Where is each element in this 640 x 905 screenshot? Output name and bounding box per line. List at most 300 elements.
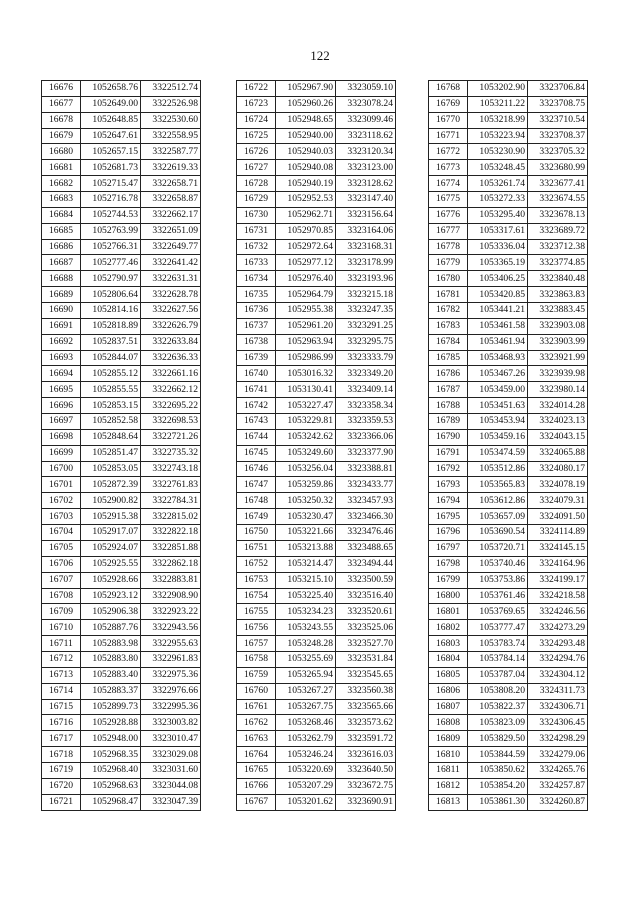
table-row: [429, 192, 588, 208]
point-id-cell: 16768: [429, 81, 468, 97]
x-coordinate-cell: 1053854.20: [468, 778, 528, 794]
table-row: [429, 287, 588, 303]
point-id-cell: 16694: [42, 366, 81, 382]
point-id-cell: 16754: [237, 588, 276, 604]
table-row: [429, 207, 588, 223]
y-coordinate-cell: 3324164.96: [528, 556, 588, 572]
x-coordinate-cell: 1053822.37: [468, 699, 528, 715]
x-coordinate-cell: 1053130.41: [276, 382, 336, 398]
x-coordinate-cell: 1052852.58: [81, 414, 141, 430]
y-coordinate-cell: 3323520.61: [336, 604, 396, 620]
table-row: [237, 651, 396, 667]
table-row: [237, 620, 396, 636]
x-coordinate-cell: 1053265.94: [276, 667, 336, 683]
point-id-cell: 16684: [42, 207, 81, 223]
x-coordinate-cell: 1052962.71: [276, 207, 336, 223]
x-coordinate-cell: 1052968.40: [81, 762, 141, 778]
y-coordinate-cell: 3323674.55: [528, 192, 588, 208]
x-coordinate-cell: 1052940.03: [276, 144, 336, 160]
x-coordinate-cell: 1053230.90: [468, 144, 528, 160]
table-row: [429, 112, 588, 128]
point-id-cell: 16729: [237, 192, 276, 208]
point-id-cell: 16724: [237, 112, 276, 128]
table-row: [237, 144, 396, 160]
x-coordinate-cell: 1053740.46: [468, 556, 528, 572]
table-row: [42, 287, 201, 303]
x-coordinate-cell: 1053234.23: [276, 604, 336, 620]
point-id-cell: 16788: [429, 398, 468, 414]
y-coordinate-cell: 3322636.33: [141, 350, 201, 366]
x-coordinate-cell: 1053844.59: [468, 747, 528, 763]
table-row: [42, 778, 201, 794]
table-row: [42, 731, 201, 747]
x-coordinate-cell: 1053262.79: [276, 731, 336, 747]
point-id-cell: 16777: [429, 223, 468, 239]
point-id-cell: 16705: [42, 540, 81, 556]
y-coordinate-cell: 3323358.34: [336, 398, 396, 414]
table-row: [429, 540, 588, 556]
y-coordinate-cell: 3323466.30: [336, 509, 396, 525]
x-coordinate-cell: 1052681.73: [81, 160, 141, 176]
y-coordinate-cell: 3323295.75: [336, 334, 396, 350]
table-row: [42, 128, 201, 144]
y-coordinate-cell: 3323433.77: [336, 477, 396, 493]
point-id-cell: 16756: [237, 620, 276, 636]
point-id-cell: 16784: [429, 334, 468, 350]
y-coordinate-cell: 3323291.25: [336, 318, 396, 334]
x-coordinate-cell: 1052940.00: [276, 128, 336, 144]
point-id-cell: 16732: [237, 239, 276, 255]
x-coordinate-cell: 1053016.32: [276, 366, 336, 382]
x-coordinate-cell: 1053242.62: [276, 429, 336, 445]
table-row: [237, 366, 396, 382]
table-row: [237, 96, 396, 112]
point-id-cell: 16747: [237, 477, 276, 493]
point-id-cell: 16751: [237, 540, 276, 556]
x-coordinate-cell: 1052883.80: [81, 651, 141, 667]
table-row: [42, 556, 201, 572]
x-coordinate-cell: 1053657.09: [468, 509, 528, 525]
y-coordinate-cell: 3324293.48: [528, 636, 588, 652]
point-id-cell: 16677: [42, 96, 81, 112]
point-id-cell: 16739: [237, 350, 276, 366]
y-coordinate-cell: 3324065.88: [528, 445, 588, 461]
table-row: [42, 604, 201, 620]
point-id-cell: 16811: [429, 762, 468, 778]
table-row: [429, 398, 588, 414]
table-row: [42, 477, 201, 493]
x-coordinate-cell: 1053246.24: [276, 747, 336, 763]
x-coordinate-cell: 1053250.32: [276, 493, 336, 509]
table-row: [237, 493, 396, 509]
table-row: [429, 461, 588, 477]
point-id-cell: 16782: [429, 303, 468, 319]
y-coordinate-cell: 3323120.34: [336, 144, 396, 160]
point-id-cell: 16812: [429, 778, 468, 794]
point-id-cell: 16723: [237, 96, 276, 112]
y-coordinate-cell: 3323573.62: [336, 715, 396, 731]
x-coordinate-cell: 1052924.07: [81, 540, 141, 556]
table-row: [237, 414, 396, 430]
x-coordinate-cell: 1053753.86: [468, 572, 528, 588]
x-coordinate-cell: 1053565.83: [468, 477, 528, 493]
y-coordinate-cell: 3323215.18: [336, 287, 396, 303]
y-coordinate-cell: 3322695.22: [141, 398, 201, 414]
table-row: [429, 620, 588, 636]
y-coordinate-cell: 3322626.79: [141, 318, 201, 334]
table-row: [42, 334, 201, 350]
x-coordinate-cell: 1052948.00: [81, 731, 141, 747]
point-id-cell: 16781: [429, 287, 468, 303]
table-row: [237, 382, 396, 398]
x-coordinate-cell: 1053441.21: [468, 303, 528, 319]
point-id-cell: 16802: [429, 620, 468, 636]
point-id-cell: 16715: [42, 699, 81, 715]
x-coordinate-cell: 1052853.05: [81, 461, 141, 477]
y-coordinate-cell: 3322923.22: [141, 604, 201, 620]
y-coordinate-cell: 3322641.42: [141, 255, 201, 271]
table-row: [42, 699, 201, 715]
y-coordinate-cell: 3324298.29: [528, 731, 588, 747]
table-row: [42, 572, 201, 588]
table-row: [237, 731, 396, 747]
y-coordinate-cell: 3324014.28: [528, 398, 588, 414]
table-row: [237, 683, 396, 699]
y-coordinate-cell: 3322512.74: [141, 81, 201, 97]
y-coordinate-cell: 3323531.84: [336, 651, 396, 667]
table-row: [237, 303, 396, 319]
x-coordinate-cell: 1053223.94: [468, 128, 528, 144]
point-id-cell: 16776: [429, 207, 468, 223]
point-id-cell: 16711: [42, 636, 81, 652]
x-coordinate-cell: 1053248.28: [276, 636, 336, 652]
x-coordinate-cell: 1053761.46: [468, 588, 528, 604]
y-coordinate-cell: 3322631.31: [141, 271, 201, 287]
y-coordinate-cell: 3323903.99: [528, 334, 588, 350]
y-coordinate-cell: 3323494.44: [336, 556, 396, 572]
y-coordinate-cell: 3323840.48: [528, 271, 588, 287]
x-coordinate-cell: 1053453.94: [468, 414, 528, 430]
point-id-cell: 16741: [237, 382, 276, 398]
table-row: [42, 747, 201, 763]
x-coordinate-cell: 1052837.51: [81, 334, 141, 350]
page-number: 122: [310, 48, 330, 63]
table-row: [42, 509, 201, 525]
y-coordinate-cell: 3323706.84: [528, 81, 588, 97]
point-id-cell: 16720: [42, 778, 81, 794]
point-id-cell: 16758: [237, 651, 276, 667]
table-row: [237, 207, 396, 223]
point-id-cell: 16767: [237, 794, 276, 810]
point-id-cell: 16762: [237, 715, 276, 731]
y-coordinate-cell: 3323029.08: [141, 747, 201, 763]
table-row: [237, 588, 396, 604]
x-coordinate-cell: 1052647.61: [81, 128, 141, 144]
point-id-cell: 16785: [429, 350, 468, 366]
y-coordinate-cell: 3323156.64: [336, 207, 396, 223]
y-coordinate-cell: 3323680.99: [528, 160, 588, 176]
point-id-cell: 16718: [42, 747, 81, 763]
point-id-cell: 16713: [42, 667, 81, 683]
y-coordinate-cell: 3324304.12: [528, 667, 588, 683]
y-coordinate-cell: 3323710.54: [528, 112, 588, 128]
y-coordinate-cell: 3322633.84: [141, 334, 201, 350]
x-coordinate-cell: 1053268.46: [276, 715, 336, 731]
point-id-cell: 16709: [42, 604, 81, 620]
y-coordinate-cell: 3323409.14: [336, 382, 396, 398]
table-row: [429, 636, 588, 652]
table-row: [429, 715, 588, 731]
point-id-cell: 16685: [42, 223, 81, 239]
x-coordinate-cell: 1052970.85: [276, 223, 336, 239]
x-coordinate-cell: 1053769.65: [468, 604, 528, 620]
point-id-cell: 16693: [42, 350, 81, 366]
y-coordinate-cell: 3324306.71: [528, 699, 588, 715]
x-coordinate-cell: 1053229.81: [276, 414, 336, 430]
y-coordinate-cell: 3322943.56: [141, 620, 201, 636]
table-row: [429, 572, 588, 588]
y-coordinate-cell: 3323980.14: [528, 382, 588, 398]
table-row: [42, 398, 201, 414]
y-coordinate-cell: 3324273.29: [528, 620, 588, 636]
y-coordinate-cell: 3323690.91: [336, 794, 396, 810]
coordinate-table-3: [428, 80, 588, 811]
x-coordinate-cell: 1053211.22: [468, 96, 528, 112]
y-coordinate-cell: 3322698.53: [141, 414, 201, 430]
x-coordinate-cell: 1052744.53: [81, 207, 141, 223]
table-row: [42, 81, 201, 97]
table-row: [237, 477, 396, 493]
y-coordinate-cell: 3322961.83: [141, 651, 201, 667]
y-coordinate-cell: 3323677.41: [528, 176, 588, 192]
x-coordinate-cell: 1053783.74: [468, 636, 528, 652]
point-id-cell: 16752: [237, 556, 276, 572]
table-row: [42, 366, 201, 382]
x-coordinate-cell: 1052968.35: [81, 747, 141, 763]
x-coordinate-cell: 1052883.40: [81, 667, 141, 683]
point-id-cell: 16761: [237, 699, 276, 715]
point-id-cell: 16773: [429, 160, 468, 176]
point-id-cell: 16769: [429, 96, 468, 112]
x-coordinate-cell: 1052814.16: [81, 303, 141, 319]
table-row: [237, 112, 396, 128]
x-coordinate-cell: 1053461.94: [468, 334, 528, 350]
point-id-cell: 16742: [237, 398, 276, 414]
y-coordinate-cell: 3323178.99: [336, 255, 396, 271]
y-coordinate-cell: 3323883.45: [528, 303, 588, 319]
y-coordinate-cell: 3322976.66: [141, 683, 201, 699]
table-row: [237, 556, 396, 572]
y-coordinate-cell: 3322662.17: [141, 207, 201, 223]
table-row: [429, 747, 588, 763]
y-coordinate-cell: 3323377.90: [336, 445, 396, 461]
y-coordinate-cell: 3322628.78: [141, 287, 201, 303]
coordinate-table-1: [41, 80, 201, 811]
table-row: [42, 112, 201, 128]
x-coordinate-cell: 1052763.99: [81, 223, 141, 239]
point-id-cell: 16714: [42, 683, 81, 699]
point-id-cell: 16795: [429, 509, 468, 525]
y-coordinate-cell: 3323921.99: [528, 350, 588, 366]
x-coordinate-cell: 1053420.85: [468, 287, 528, 303]
point-id-cell: 16790: [429, 429, 468, 445]
table-row: [237, 255, 396, 271]
y-coordinate-cell: 3322784.31: [141, 493, 201, 509]
x-coordinate-cell: 1052777.46: [81, 255, 141, 271]
y-coordinate-cell: 3323689.72: [528, 223, 588, 239]
x-coordinate-cell: 1052928.66: [81, 572, 141, 588]
table-row: [237, 429, 396, 445]
point-id-cell: 16680: [42, 144, 81, 160]
x-coordinate-cell: 1052963.94: [276, 334, 336, 350]
y-coordinate-cell: 3323010.47: [141, 731, 201, 747]
y-coordinate-cell: 3323123.00: [336, 160, 396, 176]
table-row: [42, 445, 201, 461]
point-id-cell: 16696: [42, 398, 81, 414]
point-id-cell: 16808: [429, 715, 468, 731]
table-row: [237, 778, 396, 794]
table-row: [429, 445, 588, 461]
point-id-cell: 16789: [429, 414, 468, 430]
table-row: [237, 318, 396, 334]
y-coordinate-cell: 3323863.83: [528, 287, 588, 303]
point-id-cell: 16719: [42, 762, 81, 778]
y-coordinate-cell: 3322619.33: [141, 160, 201, 176]
y-coordinate-cell: 3324279.06: [528, 747, 588, 763]
table-row: [429, 255, 588, 271]
point-id-cell: 16794: [429, 493, 468, 509]
y-coordinate-cell: 3323939.98: [528, 366, 588, 382]
y-coordinate-cell: 3323118.62: [336, 128, 396, 144]
table-row: [429, 429, 588, 445]
table-row: [237, 540, 396, 556]
x-coordinate-cell: 1053459.00: [468, 382, 528, 398]
x-coordinate-cell: 1052658.76: [81, 81, 141, 97]
point-id-cell: 16702: [42, 493, 81, 509]
y-coordinate-cell: 3323078.24: [336, 96, 396, 112]
point-id-cell: 16728: [237, 176, 276, 192]
x-coordinate-cell: 1052715.47: [81, 176, 141, 192]
table-row: [429, 731, 588, 747]
table-row: [42, 762, 201, 778]
point-id-cell: 16708: [42, 588, 81, 604]
point-id-cell: 16757: [237, 636, 276, 652]
point-id-cell: 16692: [42, 334, 81, 350]
table-row: [237, 128, 396, 144]
y-coordinate-cell: 3323349.20: [336, 366, 396, 382]
table-row: [42, 683, 201, 699]
table-row: [237, 223, 396, 239]
y-coordinate-cell: 3323047.39: [141, 794, 201, 810]
y-coordinate-cell: 3322761.83: [141, 477, 201, 493]
y-coordinate-cell: 3323708.37: [528, 128, 588, 144]
point-id-cell: 16738: [237, 334, 276, 350]
point-id-cell: 16806: [429, 683, 468, 699]
point-id-cell: 16688: [42, 271, 81, 287]
x-coordinate-cell: 1052766.31: [81, 239, 141, 255]
point-id-cell: 16807: [429, 699, 468, 715]
x-coordinate-cell: 1053829.50: [468, 731, 528, 747]
table-row: [429, 477, 588, 493]
y-coordinate-cell: 3324260.87: [528, 794, 588, 810]
x-coordinate-cell: 1053451.63: [468, 398, 528, 414]
table-row: [237, 176, 396, 192]
table-row: [42, 794, 201, 810]
x-coordinate-cell: 1052648.85: [81, 112, 141, 128]
x-coordinate-cell: 1053461.58: [468, 318, 528, 334]
y-coordinate-cell: 3324091.50: [528, 509, 588, 525]
x-coordinate-cell: 1053230.47: [276, 509, 336, 525]
x-coordinate-cell: 1052906.38: [81, 604, 141, 620]
table-row: [42, 255, 201, 271]
point-id-cell: 16772: [429, 144, 468, 160]
x-coordinate-cell: 1053243.55: [276, 620, 336, 636]
point-id-cell: 16780: [429, 271, 468, 287]
x-coordinate-cell: 1052986.99: [276, 350, 336, 366]
x-coordinate-cell: 1052883.98: [81, 636, 141, 652]
point-id-cell: 16743: [237, 414, 276, 430]
point-id-cell: 16722: [237, 81, 276, 97]
point-id-cell: 16810: [429, 747, 468, 763]
point-id-cell: 16699: [42, 445, 81, 461]
point-id-cell: 16721: [42, 794, 81, 810]
table-row: [42, 223, 201, 239]
y-coordinate-cell: 3323708.75: [528, 96, 588, 112]
table-row: [237, 461, 396, 477]
table-row: [429, 271, 588, 287]
point-id-cell: 16726: [237, 144, 276, 160]
x-coordinate-cell: 1053808.20: [468, 683, 528, 699]
y-coordinate-cell: 3322662.12: [141, 382, 201, 398]
table-row: [429, 794, 588, 810]
x-coordinate-cell: 1052964.79: [276, 287, 336, 303]
table-row: [42, 192, 201, 208]
y-coordinate-cell: 3322955.63: [141, 636, 201, 652]
point-id-cell: 16727: [237, 160, 276, 176]
table-row: [429, 493, 588, 509]
point-id-cell: 16746: [237, 461, 276, 477]
x-coordinate-cell: 1053215.10: [276, 572, 336, 588]
x-coordinate-cell: 1052940.08: [276, 160, 336, 176]
x-coordinate-cell: 1053459.16: [468, 429, 528, 445]
x-coordinate-cell: 1052915.38: [81, 509, 141, 525]
point-id-cell: 16793: [429, 477, 468, 493]
point-id-cell: 16774: [429, 176, 468, 192]
table-row: [42, 636, 201, 652]
x-coordinate-cell: 1053823.09: [468, 715, 528, 731]
point-id-cell: 16753: [237, 572, 276, 588]
table-row: [237, 525, 396, 541]
point-id-cell: 16786: [429, 366, 468, 382]
x-coordinate-cell: 1052899.73: [81, 699, 141, 715]
y-coordinate-cell: 3322649.77: [141, 239, 201, 255]
x-coordinate-cell: 1052848.64: [81, 429, 141, 445]
x-coordinate-cell: 1052716.78: [81, 192, 141, 208]
x-coordinate-cell: 1053207.29: [276, 778, 336, 794]
point-id-cell: 16745: [237, 445, 276, 461]
y-coordinate-cell: 3323128.62: [336, 176, 396, 192]
point-id-cell: 16707: [42, 572, 81, 588]
table-row: [429, 778, 588, 794]
table-row: [237, 81, 396, 97]
table-row: [429, 699, 588, 715]
table-row: [429, 683, 588, 699]
point-id-cell: 16730: [237, 207, 276, 223]
table-row: [237, 794, 396, 810]
table-row: [42, 540, 201, 556]
point-id-cell: 16716: [42, 715, 81, 731]
y-coordinate-cell: 3323164.06: [336, 223, 396, 239]
